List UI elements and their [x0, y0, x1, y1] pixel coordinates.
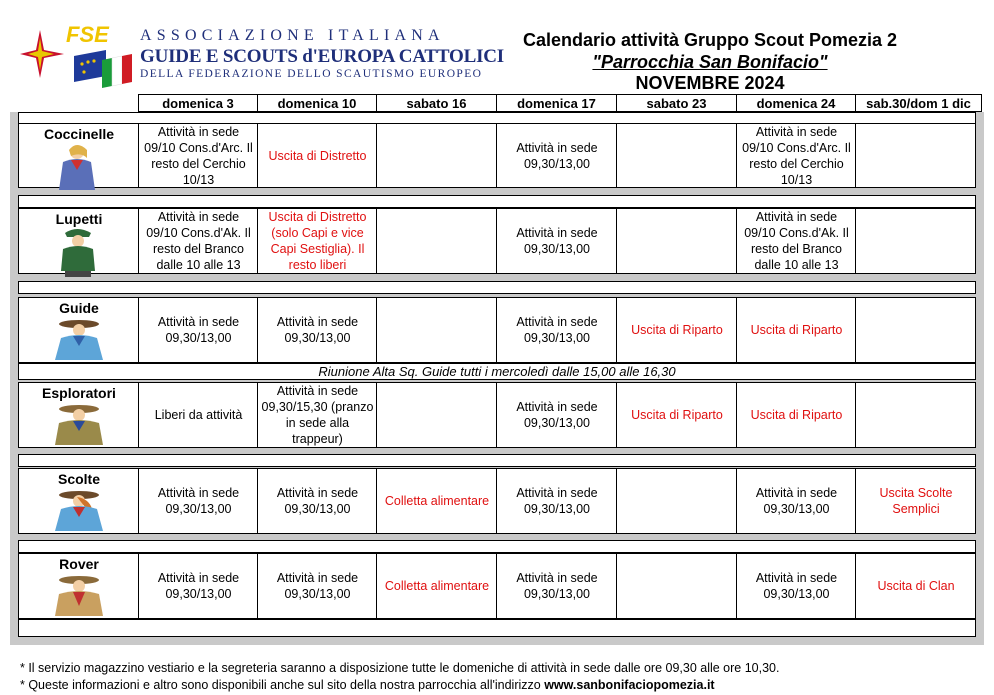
activity-cell: Attività in sede 09,30/13,00 [736, 554, 856, 618]
day-header: sabato 23 [616, 94, 737, 112]
activity-cell [855, 298, 976, 362]
flags-icon [74, 50, 132, 88]
activity-cell: Uscita di Distretto [257, 124, 377, 187]
svg-text:FSE: FSE [66, 22, 109, 47]
activity-cell [376, 124, 497, 187]
activity-cell: Liberi da attività [138, 383, 258, 447]
calendar-title: Calendario attività Gruppo Scout Pomezia 2 [522, 30, 898, 50]
activity-cell: Colletta alimentare [376, 469, 497, 533]
row-spacer [18, 619, 976, 637]
activity-cell [376, 209, 497, 273]
group-row-esploratori [18, 382, 976, 448]
activity-cell: Attività in sede 09,30/13,00 [496, 124, 617, 187]
activity-cell: Colletta alimentare [376, 554, 497, 618]
activity-cell: Attività in sede 09/10 Cons.d'Arc. Il resto del Cerchio 10/13 [138, 124, 258, 187]
fleur-de-lis-cross-icon [20, 30, 64, 78]
group-row-scolte [18, 468, 976, 534]
association-name-line2: GUIDE E SCOUTS d'EUROPA CATTOLICI [140, 46, 504, 67]
day-header: domenica 3 [138, 94, 258, 112]
activity-cell: Attività in sede 09,30/13,00 [496, 554, 617, 618]
activity-cell [855, 383, 976, 447]
activity-cell: Uscita Scolte Semplici [855, 469, 976, 533]
activity-cell: Attività in sede 09,30/13,00 [496, 469, 617, 533]
group-row-rover [18, 553, 976, 619]
group-name: Esploratori [42, 385, 116, 401]
row-spacer [18, 281, 976, 294]
association-name-line1: ASSOCIAZIONE ITALIANA [140, 27, 445, 44]
activity-cell: Attività in sede 09,30/13,00 [138, 554, 258, 618]
activity-cell [376, 383, 497, 447]
lupetto-boy-icon [41, 227, 117, 279]
activity-cell [616, 209, 737, 273]
activity-cell: Uscita di Distretto (solo Capi e vice Capi Sestiglia). Il resto liberi [257, 209, 377, 273]
row-spacer [18, 195, 976, 208]
group-name: Coccinelle [43, 126, 115, 142]
activity-cell [616, 469, 737, 533]
activity-cell: Attività in sede 09,30/13,00 [138, 298, 258, 362]
footer-note-text: * Queste informazioni e altro sono disponibili anche sul sito della nostra parrocchia all'indirizzo [20, 678, 545, 692]
activity-cell: Attività in sede 09,30/15,30 (pranzo in sede alla trappeur) [257, 383, 377, 447]
coccinelle-girl-icon [41, 142, 117, 194]
activity-cell: Attività in sede 09,30/13,00 [496, 383, 617, 447]
activity-cell: Attività in sede 09,30/13,00 [138, 469, 258, 533]
fse-logo [18, 20, 136, 90]
activity-cell: Attività in sede 09,30/13,00 [257, 554, 377, 618]
activity-cell: Uscita di Clan [855, 554, 976, 618]
activity-cell: Uscita di Riparto [616, 298, 737, 362]
meeting-note: Riunione Alta Sq. Guide tutti i mercoledì dalle 15,00 alle 16,30 [18, 363, 976, 380]
esploratore-boy-icon [41, 401, 117, 453]
activity-cell [616, 554, 737, 618]
group-name: Scolte [57, 471, 100, 487]
guide-girl-icon [41, 316, 117, 368]
scolta-girl-icon [41, 487, 117, 539]
footer-note-store: * Il servizio magazzino vestiario e la segreteria saranno a disposizione tutte le domeniche di attività in sede dalle ore 09,30 alle ore 10,30. [20, 661, 780, 675]
group-name: Lupetti [55, 211, 103, 227]
activity-cell: Attività in sede 09,30/13,00 [496, 298, 617, 362]
day-header: domenica 17 [496, 94, 617, 112]
calendar-month: NOVEMBRE 2024 [635, 73, 785, 93]
activity-cell: Attività in sede 09,30/13,00 [736, 469, 856, 533]
row-spacer [18, 540, 976, 553]
activity-cell [616, 124, 737, 187]
activity-cell: Attività in sede 09/10 Cons.d'Ak. Il resto del Branco dalle 10 alle 13 [736, 209, 856, 273]
activity-cell [376, 298, 497, 362]
row-spacer [18, 454, 976, 467]
day-header: sabato 16 [376, 94, 497, 112]
day-header: sab.30/dom 1 dic [855, 94, 982, 112]
activity-cell [855, 124, 976, 187]
activity-cell: Attività in sede 09/10 Cons.d'Arc. Il resto del Cerchio 10/13 [736, 124, 856, 187]
parish-name: "Parrocchia San Bonifacio" [592, 52, 828, 72]
association-name-line3: DELLA FEDERAZIONE DELLO SCAUTISMO EUROPEO [140, 68, 483, 80]
activity-cell: Attività in sede 09/10 Cons.d'Ak. Il resto del Branco dalle 10 alle 13 [138, 209, 258, 273]
activity-cell: Attività in sede 09,30/13,00 [257, 469, 377, 533]
website-link[interactable]: www.sanbonifaciopomezia.it [544, 678, 715, 692]
group-row-coccinelle [18, 123, 976, 188]
footer-note-website [20, 678, 715, 692]
activity-cell: Uscita di Riparto [736, 298, 856, 362]
rover-boy-icon [41, 572, 117, 624]
activity-cell: Uscita di Riparto [736, 383, 856, 447]
activity-cell: Attività in sede 09,30/13,00 [496, 209, 617, 273]
day-header: domenica 10 [257, 94, 377, 112]
group-name: Rover [59, 556, 99, 572]
group-row-lupetti [18, 208, 976, 274]
group-row-guide [18, 297, 976, 363]
activity-cell [855, 209, 976, 273]
day-header: domenica 24 [736, 94, 856, 112]
group-name: Guide [59, 300, 99, 316]
activity-cell: Uscita di Riparto [616, 383, 737, 447]
activity-cell: Attività in sede 09,30/13,00 [257, 298, 377, 362]
